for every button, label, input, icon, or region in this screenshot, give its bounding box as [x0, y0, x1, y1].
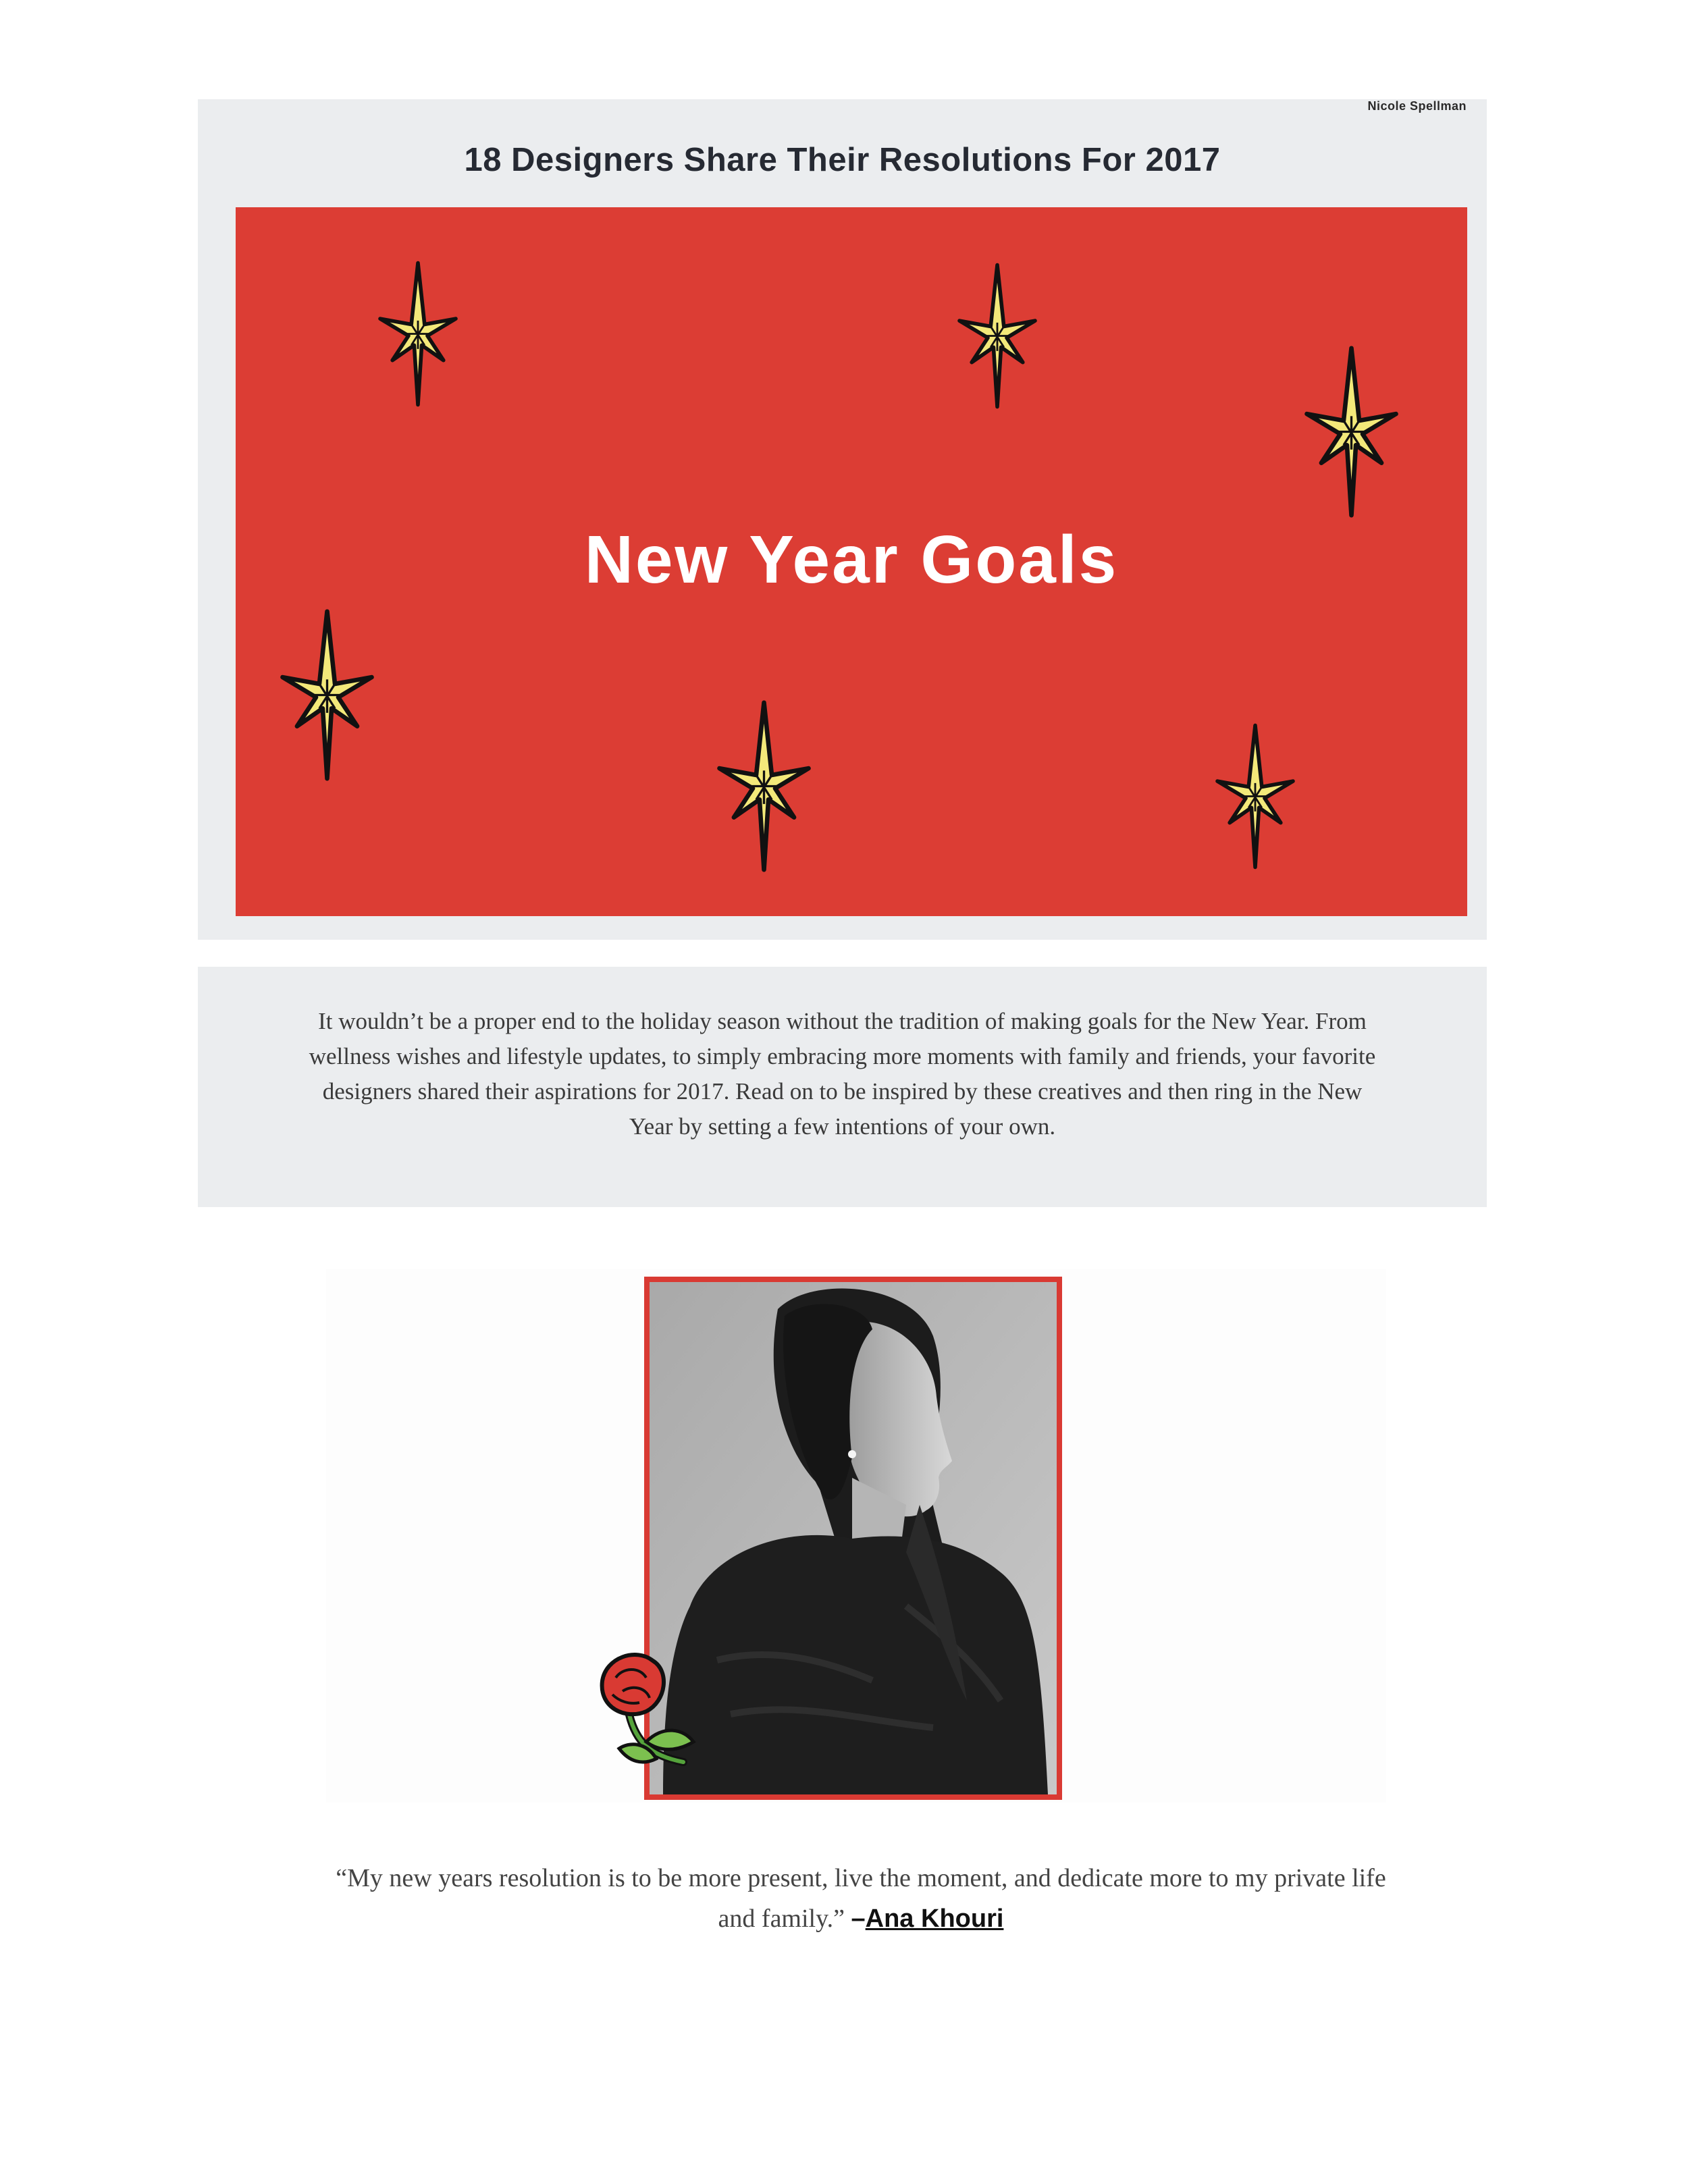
intro-paragraph: It wouldn’t be a proper end to the holiday season without the tradition of making goals for the New Year. From wellness wishes and lifestyle updates, to simply embracing more moments with family and friends, your favorite designers shared their aspirations for 2017. Read on to be inspired by these creatives and then ring in the New Year by setting a few intentions of your own. — [309, 1008, 1376, 1140]
rose-icon — [582, 1641, 717, 1776]
sparkle-star-icon — [1208, 720, 1302, 872]
hero-card — [198, 99, 1487, 940]
banner-title: New Year Goals — [584, 522, 1119, 597]
page-title: 18 Designers Share Their Resolutions For 2017 — [464, 142, 1221, 178]
quote-dash: – — [851, 1905, 866, 1933]
designer-quote — [317, 1858, 1404, 1939]
sparkle-star-icon — [271, 606, 383, 784]
sparkle-star-icon — [708, 697, 820, 876]
intro-card — [198, 967, 1487, 1207]
quote-text: “My new years resolution is to be more present, live the moment, and dedicate more to my private life and family.” — [336, 1864, 1386, 1933]
author-name[interactable]: Nicole Spellman — [1367, 99, 1467, 113]
sparkle-star-icon — [950, 260, 1045, 412]
sparkle-star-icon — [1296, 342, 1407, 521]
sparkle-star-icon — [371, 258, 465, 410]
designer-name-link[interactable]: Ana Khouri — [865, 1905, 1004, 1933]
new-year-banner — [236, 207, 1467, 916]
